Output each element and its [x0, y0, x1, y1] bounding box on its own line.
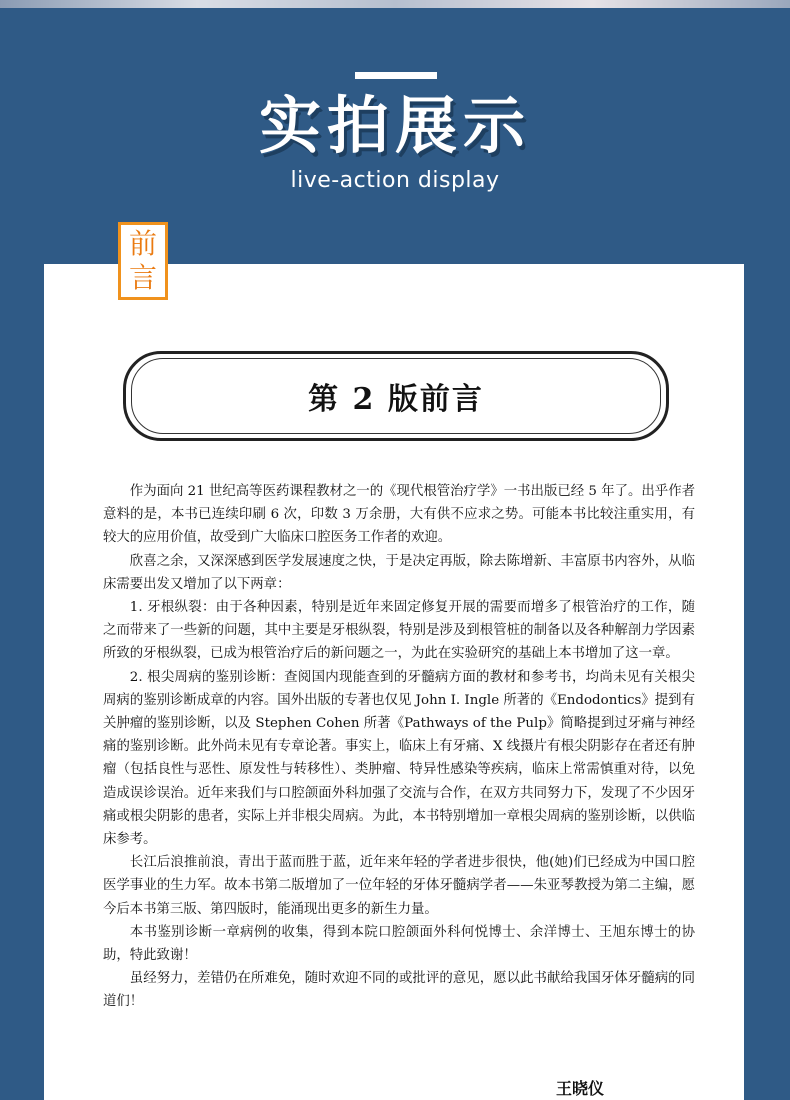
preface-tag-line2: 言	[128, 261, 157, 294]
document-body	[103, 480, 695, 1014]
paragraph: 虽经努力，差错仍在所难免，随时欢迎不同的或批评的意见，愿以此书献给我国牙体牙髓病的同道们！	[103, 971, 695, 1010]
paragraph: 长江后浪推前浪，青出于蓝而胜于蓝，近年来年轻的学者进步很快，他(她)们已经成为中国口腔医学事业的生力军。故本书第二版增加了一位年轻的牙体牙髓病学者——朱亚琴教授为第二主编，愿今后本书第三版、第四版时，能涌现出更多的新生力量。	[103, 855, 695, 917]
paragraph: 欣喜之余，又深深感到医学发展速度之快，于是决定再版，除去陈增新、丰富原书内容外，从临床需要出发又增加了以下两章：	[103, 553, 695, 592]
paragraph: 2. 根尖周病的鉴别诊断：查阅国内现能查到的牙髓病方面的教材和参考书，均尚未见有关根尖周病的鉴别诊断成章的内容。国外出版的专著也仅见 John I. Ingle 所著的《Endodontics》提到有关肿瘤的鉴别诊断，以及 Stephen Cohen 所著《Pathways of the Pulp》简略提到过牙痛与神经痛的鉴别诊断。此外尚未见有专章论著。事实上，临床上有牙痛、X 线摄片有根尖阴影存在者还有肿瘤（包括良性与恶性、原发性与转移性）、类肿瘤、特异性感染等疾病，临床上常需慎重对待，以免造成误诊误治。近年来我们与口腔颌面外科加强了交流与合作，在双方共同努力下，发现了不少因牙痛或根尖阴影的患者，实际上并非根尖周病。为此，本书特别增加一章根尖周病的鉴别诊断，以供临床参考。	[103, 669, 695, 848]
paragraph: 作为面向 21 世纪高等医药课程教材之一的《现代根管治疗学》一书出版已经 5 年了。出乎作者意料的是，本书已连续印刷 6 次，印数 3 万余册，大有供不应求之势。可能本书比较注重实用，有较大的应用价值，故受到广大临床口腔医务工作者的欢迎。	[103, 484, 695, 546]
paragraph: 1. 牙根纵裂：由于各种因素，特别是近年来固定修复开展的需要而增多了根管治疗的工作，随之而带来了一些新的问题，其中主要是牙根纵裂，特别是涉及到根管桩的制备以及各种解剖力学因素所致的牙根纵裂，已成为根管治疗后的新问题之一，为此在实验研究的基础上本书增加了这一章。	[103, 600, 695, 662]
author-signature: 王晓仪	[556, 1079, 605, 1098]
section-title	[0, 86, 790, 166]
title-accent-bar	[355, 72, 437, 79]
preface-tag	[118, 222, 168, 300]
section-subtitle: live-action display	[290, 168, 500, 193]
top-decorative-strip	[0, 0, 790, 8]
document-heading: 第 2 版前言	[308, 382, 484, 417]
section-title-text: 实拍展示	[258, 89, 531, 162]
paragraph: 本书鉴别诊断一章病例的收集，得到本院口腔颌面外科何悦博士、余洋博士、王旭东博士的协助，特此致谢！	[103, 924, 695, 964]
preface-tag-line1: 前	[128, 227, 157, 260]
